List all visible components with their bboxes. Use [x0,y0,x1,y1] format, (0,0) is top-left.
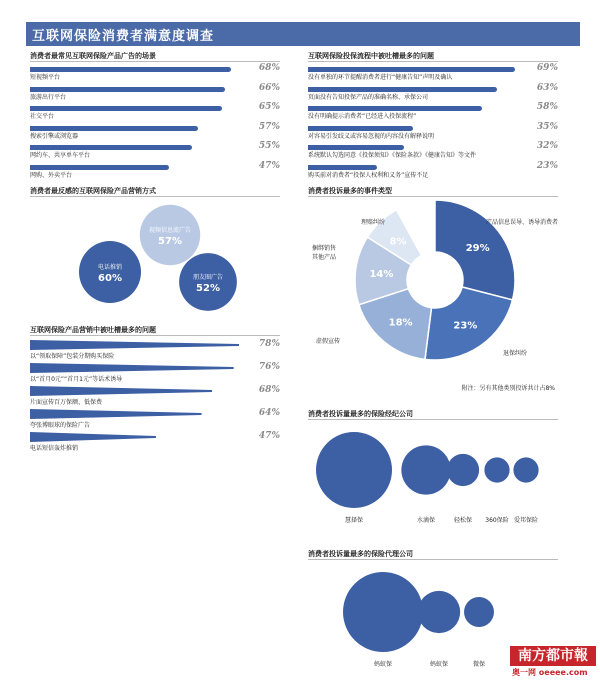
bubble-value-label: 60% [98,273,122,284]
bar-label: 社交平台 [30,113,55,120]
ad-scenes-chart [30,64,280,184]
bubble-label: 微保 [472,661,486,668]
bar-label: 搜索引擎或浏览器 [30,132,79,140]
ad-scenes-title: 消费者最常见互联网保险产品广告的场景 [30,52,156,60]
divider [308,196,558,197]
bubble-label: 360保险 [485,517,509,524]
bar-row [308,142,558,162]
divider [308,419,558,420]
bubble [484,457,509,482]
bar-label: 以“领取保障”包装分期购买保险 [30,353,115,360]
marketing-chart [30,200,280,315]
bar-row [308,123,558,143]
bar-row [308,103,558,123]
bar-row [308,84,558,104]
bar-value-label: 68% [258,63,280,73]
pie-value-label: 18% [388,317,413,329]
bar-value-label: 32% [536,141,558,151]
bar-label: 电话短信轰炸推销 [30,445,79,452]
event-types-chart [300,200,560,395]
bubble [343,572,423,652]
pie-value-label: 29% [465,242,490,254]
process-title: 互联网保险投保流程中被吐槽最多的问题 [308,52,434,60]
bar-value-label: 64% [258,408,280,418]
agency-chart [308,562,508,677]
bubble-label: 慧择保 [344,517,364,524]
marketing-title: 消费者最反感的互联网保险产品营销方式 [30,187,156,195]
bar-value-label: 63% [536,82,558,93]
bar-value-label: 23% [536,160,558,171]
bar-value-label: 58% [536,102,558,112]
bubble-label: 朋友圈广告 [192,274,224,281]
process-chart [308,64,558,184]
agency-title: 消费者投诉量最多的保险代理公司 [308,550,413,558]
pie-category-label: 其他产品 [311,254,337,261]
bar-value-label: 35% [536,121,558,132]
bar-label: 旅游出行平台 [30,93,67,101]
bubble [447,454,479,486]
bubble-label: 蚂蚁保 [429,661,449,668]
bar-value-label: 78% [258,339,280,349]
bubble [179,253,237,311]
pie-category-label: 捆绑销售 [311,245,337,252]
tapered-bar [30,386,212,396]
bar-value-label: 57% [258,121,280,132]
bar-label: 系统默认勾选同意《投保须知》《保险条款》《健康告知》等文件 [308,152,477,159]
bubble-label: 水滴保 [416,517,436,524]
tapered-bar [30,340,239,350]
tapered-bar [30,363,234,373]
bar-label: 购买前对消费者“投保人权利和义务”宣传不足 [308,171,429,179]
bar-row [30,84,280,104]
pie-category-label: 退保纠纷 [502,350,528,357]
divider [308,61,558,62]
marketing-complaints-chart [30,340,280,465]
bubble [513,457,538,482]
page-title: 互联网保险消费者满意度调查 [32,29,215,44]
divider [30,335,280,336]
bar-row [308,64,558,84]
bar-row [30,103,280,123]
divider [30,61,280,62]
bubble [401,445,450,494]
bubble [316,432,392,508]
bar-row [30,142,280,162]
newspaper-logo: 南方都市報 [510,646,596,666]
bar-value-label: 76% [258,362,280,372]
bar-label: 短视频平台 [30,74,61,81]
bubble [140,205,200,265]
pie-category-label: 产品信息误导、诱导消费者 [485,219,559,226]
bubble [418,591,460,633]
bubble-value-label: 52% [196,283,220,294]
bar-label: 网约车、共享单车平台 [30,152,91,159]
bar-row [308,162,558,182]
bar-label: 没有单独的环节提醒消费者进行“健康告知”声明及确认 [308,74,453,81]
bar-row [30,123,280,143]
bar-label: 夸张博眼球的保险广告 [30,422,91,429]
bubble-label: 蚂蚁保 [373,661,393,668]
bubble [464,597,494,627]
bar-value-label: 68% [258,385,280,395]
pie-value-label: 14% [369,269,394,281]
bar-label: 没有明确提示消费者“已经进入投保流程” [308,113,417,120]
marketing-complaints-title: 互联网保险产品营销中被吐槽最多的问题 [30,326,156,334]
bar-label: 对容易引发歧义或容易忽视的内容没有解释说明 [308,132,435,140]
broker-title: 消费者投诉量最多的保险经纪公司 [308,410,413,418]
header-banner [26,22,580,46]
bubble-label: 视频信息流广告 [148,227,192,234]
pie-note: 附注：另有其他类别投诉共计占8% [461,385,555,392]
tapered-bar [30,432,156,442]
bubble-value-label: 57% [158,236,182,247]
bar-value-label: 47% [258,431,280,441]
bar-value-label: 55% [258,141,280,151]
bar-value-label: 65% [258,102,280,112]
bubble-label: 电话推销 [97,264,123,271]
divider [308,559,558,560]
bar-label: 网购、外卖平台 [30,171,73,179]
tapered-bar [30,409,202,419]
bar-value-label: 66% [258,82,280,93]
bar-value-label: 69% [536,63,558,73]
bar-label: 页面没有告知投保产品的准确名称、承保公司 [308,93,429,101]
pie-value-label: 8% [389,236,407,248]
divider [30,196,280,197]
bar-label: 片面宣传百万保额、低保费 [30,399,103,406]
bar [30,67,231,72]
pie-category-label: 理赔纠纷 [360,219,386,226]
event-types-title: 消费者投诉最多的事件类型 [308,187,392,195]
pie-value-label: 23% [453,320,478,332]
bubble [79,241,141,303]
bar-row [30,64,280,84]
bar-label: 以“首月0元”“首月1元”等话术诱导 [30,376,123,383]
pie-category-label: 虚假宣传 [315,338,341,345]
bar-value-label: 47% [258,160,280,171]
broker-chart [308,422,558,532]
bubble-label: 轻松保 [453,517,473,524]
newspaper-logo-sub: 奥一网 oeeee.com [512,668,588,677]
bubble-label: 爱邦保险 [513,517,539,524]
bar-row [30,162,280,182]
bar [30,106,222,111]
